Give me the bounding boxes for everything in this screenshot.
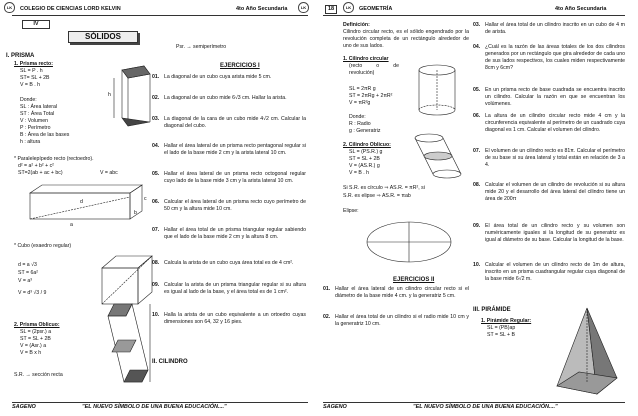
school-name: COLEGIO DE CIENCIAS LORD KELVIN [20, 6, 121, 12]
footer-slogan: "EL NUEVO SÍMBOLO DE UNA BUENA EDUCACIÓN...." [413, 404, 558, 410]
cilindro-oblicuo-heading: 2. Cilindro Oblicuo: [343, 142, 391, 148]
formula: ST = 6a² [18, 270, 38, 276]
exercise-5: Hallar el área lateral de un prisma recto octogonal regular cuyo lado de la base mide 3 cm y la arista lateral 10 cm. [164, 171, 306, 185]
oblique-cylinder-figure [413, 132, 463, 182]
formula: V = B . h [349, 170, 370, 176]
exercise-number: 08. [473, 182, 481, 188]
exercise-number: 07. [152, 227, 160, 233]
definition-line: SL : Área lateral [20, 104, 58, 110]
formula: V = (AS.R.) g [349, 163, 380, 169]
label-a: a [70, 222, 73, 228]
exercise-6: Calcular el área lateral de un prisma recto cuyo perímetro de 50 cm y la altura mide 10 cm. [164, 199, 306, 213]
grade-label: 4to Año Secundaria [555, 6, 607, 12]
footer-slogan: "EL NUEVO SÍMBOLO DE UNA BUENA EDUCACIÓN...." [82, 404, 227, 410]
prisma-oblicuo-heading: 2. Prisma Oblicuo: [14, 322, 60, 328]
seccion-recta-note: S.R. → sección recta [14, 372, 63, 378]
sr-note-1: Si S.R. es círculo ⇒ AS.R. = πR², si [343, 185, 425, 191]
definition-line: ST : Área Total [20, 111, 55, 117]
elipse-label: Elipse: [343, 208, 359, 214]
page-number: 18 [325, 5, 337, 14]
page-footer [323, 402, 625, 411]
label-b: b [134, 210, 137, 216]
exercise-number: 07. [473, 148, 481, 154]
exercise-ii-6: La altura de un cilindro circular recto mide 4 cm y la circunferencia equivalente al perímetro de un cuadrado cuya diagonal es 1 cm. Calcular el volumen del cilindro. [485, 113, 625, 134]
sr-note-2: S.R. es elipse ⇒ AS.R. = πab [343, 193, 411, 199]
footer-left: SAGENO [323, 404, 347, 410]
formula: V = πR²g [349, 100, 371, 106]
formula: ST=2(ab + ac + bc) [18, 170, 63, 176]
exercise-number: 04. [473, 44, 481, 50]
formula: SL = (2psr.) a [20, 329, 52, 335]
exercise-ii-9: El área total de un cilindro recto y su volumen son numéricamente iguales si la longitud de su generatriz es igual al diámetro de su base. Calcular la longitud de la base. [485, 223, 625, 244]
formula: SL = 2πR g [349, 86, 376, 92]
cilindro-circular-sub: (recto o de revolución) [349, 63, 399, 77]
grade-label: 4to Año Secundaria [236, 6, 288, 12]
formula: V = B . h [20, 82, 41, 88]
exercise-number: 10. [473, 262, 481, 268]
exercise-8: Calcula la arista de un cubo cuya área total es de 4 cm². [164, 260, 294, 266]
exercise-ii-5: En un prisma recto de base cuadrada se encuentra inscrito un cilindro. Calcular la razón en que se encuentran los volúmenes. [485, 87, 625, 108]
cubo-heading: * Cubo (exaedro regular) [14, 243, 72, 249]
formula: ST = SL + B [487, 332, 515, 338]
page-header [323, 4, 625, 16]
definition-text: Cilindro circular recto, es el sólido engendrado por la revolución completa de un rectángulo alrededor de uno de sus lados. [343, 29, 469, 50]
oblique-prism-figure [92, 300, 152, 390]
formula: ST = SL + 2B [349, 156, 380, 162]
exercise-ii-8: Calcular el volumen de un cilindro de revolución si su altura mide 20 y el desarrollo del área lateral del cilindro tiene un área de 200π [485, 182, 625, 203]
exercise-number: 10. [152, 312, 160, 318]
exercise-10: Halla la arista de un cubo equivalente a un ortoedro cuyas dimensiones son 64, 32 y 16 pies. [164, 312, 306, 326]
unit-box: IV [22, 20, 50, 29]
exercise-number: 01. [323, 286, 331, 292]
exercise-ii-7: El volumen de un cilindro recto es 81π. Calcular el perímetro de su base si su área lateral y total están en relación de 3 a 4. [485, 148, 625, 169]
donde-label: Donde: [20, 97, 37, 103]
exercises-2-heading: EJERCICIOS II [393, 277, 435, 283]
exercise-number: 06. [473, 113, 481, 119]
formula: V = a³ [18, 278, 32, 284]
paral-heading: * Paralelepípedo recto (rectoedro). [14, 156, 94, 162]
exercise-number: 02. [323, 314, 331, 320]
exercise-number: 09. [473, 223, 481, 229]
exercise-ii-10: Calcular el volumen de un cilindro recto de 1m de altura, inscrito en un prisma cuadrangular regular cuya diagonal de la base mide 6√2 m. [485, 262, 625, 283]
definition-line: R : Radio [349, 121, 371, 127]
definition-heading: Definición: [343, 22, 370, 28]
right-page [319, 0, 638, 416]
subject-label: GEOMETRÍA [359, 6, 393, 12]
exercise-3: La diagonal de la cara de un cubo mide 4√2 cm. Calcular la diagonal del cubo. [164, 116, 306, 130]
exercise-number: 01. [152, 74, 160, 80]
formula: ST= SL + 2B [20, 75, 50, 81]
page-header [6, 4, 308, 16]
psr-note: Psr. → semiperímetro [176, 44, 227, 50]
right-cylinder-figure [415, 62, 465, 122]
formula: V = d³ √3 / 9 [18, 290, 47, 296]
exercise-number: 05. [473, 87, 481, 93]
cilindro-heading: II. CILINDRO [152, 359, 188, 365]
exercise-ii-3: Hallar el área total de un cilindro inscrito en un cubo de 4 m de arista. [485, 22, 625, 36]
definition-line: B : Área de las bases [20, 132, 70, 138]
ellipse-figure [365, 220, 455, 266]
formula: SL = (PB)ap [487, 325, 516, 331]
donde-label: Donde: [349, 114, 366, 120]
exercise-4: Hallar el área lateral de un prisma recto pentagonal regular si el lado de la base mide 2 cm y la arista lateral 10 cm. [164, 143, 306, 157]
school-logo: LK [4, 2, 15, 13]
piramide-regular-heading: 1. Pirámide Regular: [481, 318, 532, 324]
exercise-number: 06. [152, 199, 160, 205]
formula: SL = P . h [20, 68, 43, 74]
exercise-ii-4: ¿Cuál es la razón de las áreas totales de los dos cilindros generados por un rectángulo que gira alrededor de cada uno de sus lados respectivos, los cuales miden respectivamente 8cm y 6cm? [485, 44, 625, 72]
formula: d² = a² + b² + c² [18, 163, 54, 169]
exercise-number: 09. [152, 282, 160, 288]
exercise-number: 08. [152, 260, 160, 266]
exercise-ii-2: Hallar el área total de un cilindro si el radio mide 10 cm y la generatriz 10 cm. [335, 314, 469, 328]
definition-line: P : Perímetro [20, 125, 51, 131]
page-footer [12, 402, 308, 411]
piramide-heading: III. PIRÁMIDE [473, 307, 511, 313]
formula: ST = SL + 2B [20, 336, 51, 342]
cilindro-circular-heading: 1. Cilindro circular [343, 56, 389, 62]
label-h: h [108, 92, 111, 98]
formula: d = a √3 [18, 262, 37, 268]
section-title: SÓLIDOS [68, 31, 138, 43]
definition-line: h : altura [20, 139, 41, 145]
footer-left: SAGENO [12, 404, 36, 410]
label-c: c [144, 196, 147, 202]
exercise-ii-1: Hallar el área lateral de un cilindro circular recto si el diámetro de la base mide 4 cm. y la generatriz 5 cm. [335, 286, 469, 300]
definition-line: g : Generatriz [349, 128, 381, 134]
exercise-1: La diagonal de un cubo cuya arista mide 5 cm. [164, 74, 272, 80]
pyramid-figure [551, 306, 621, 396]
prisma-recto-heading: 1. Prisma recto: [14, 61, 53, 67]
school-logo-right: LK [298, 2, 309, 13]
school-logo: LK [343, 2, 354, 13]
exercise-2: La diagonal de un cubo mide 6√3 cm. Hallar la arista. [164, 95, 287, 101]
exercise-number: 04. [152, 143, 160, 149]
prism-heading: I. PRISMA [6, 53, 35, 59]
definition-line: V : Volumen [20, 118, 48, 124]
exercise-number: 05. [152, 171, 160, 177]
formula: ST = 2πRg + 2πR² [349, 93, 393, 99]
exercise-number: 03. [152, 116, 160, 122]
exercise-7: Hallar el área total de un prisma triangular regular sabiendo que el lado de la base mide 2 cm y la altura 8 cm. [164, 227, 306, 241]
prism-figure [102, 60, 152, 120]
label-d: d [80, 199, 83, 205]
exercises-heading: EJERCICIOS I [220, 63, 260, 69]
exercise-number: 02. [152, 95, 160, 101]
exercise-9: Calcular la arista de un prisma triangular regular si su altura es igual al lado de la base, y el área total es de 1 cm². [164, 282, 306, 296]
formula: SL = (PS.R.) g [349, 149, 383, 155]
box-figure [20, 183, 150, 233]
formula: V = abc [100, 170, 118, 176]
exercise-number: 03. [473, 22, 481, 28]
formula: V = B x h [20, 350, 42, 356]
formula: V = (Asr.) a [20, 343, 47, 349]
